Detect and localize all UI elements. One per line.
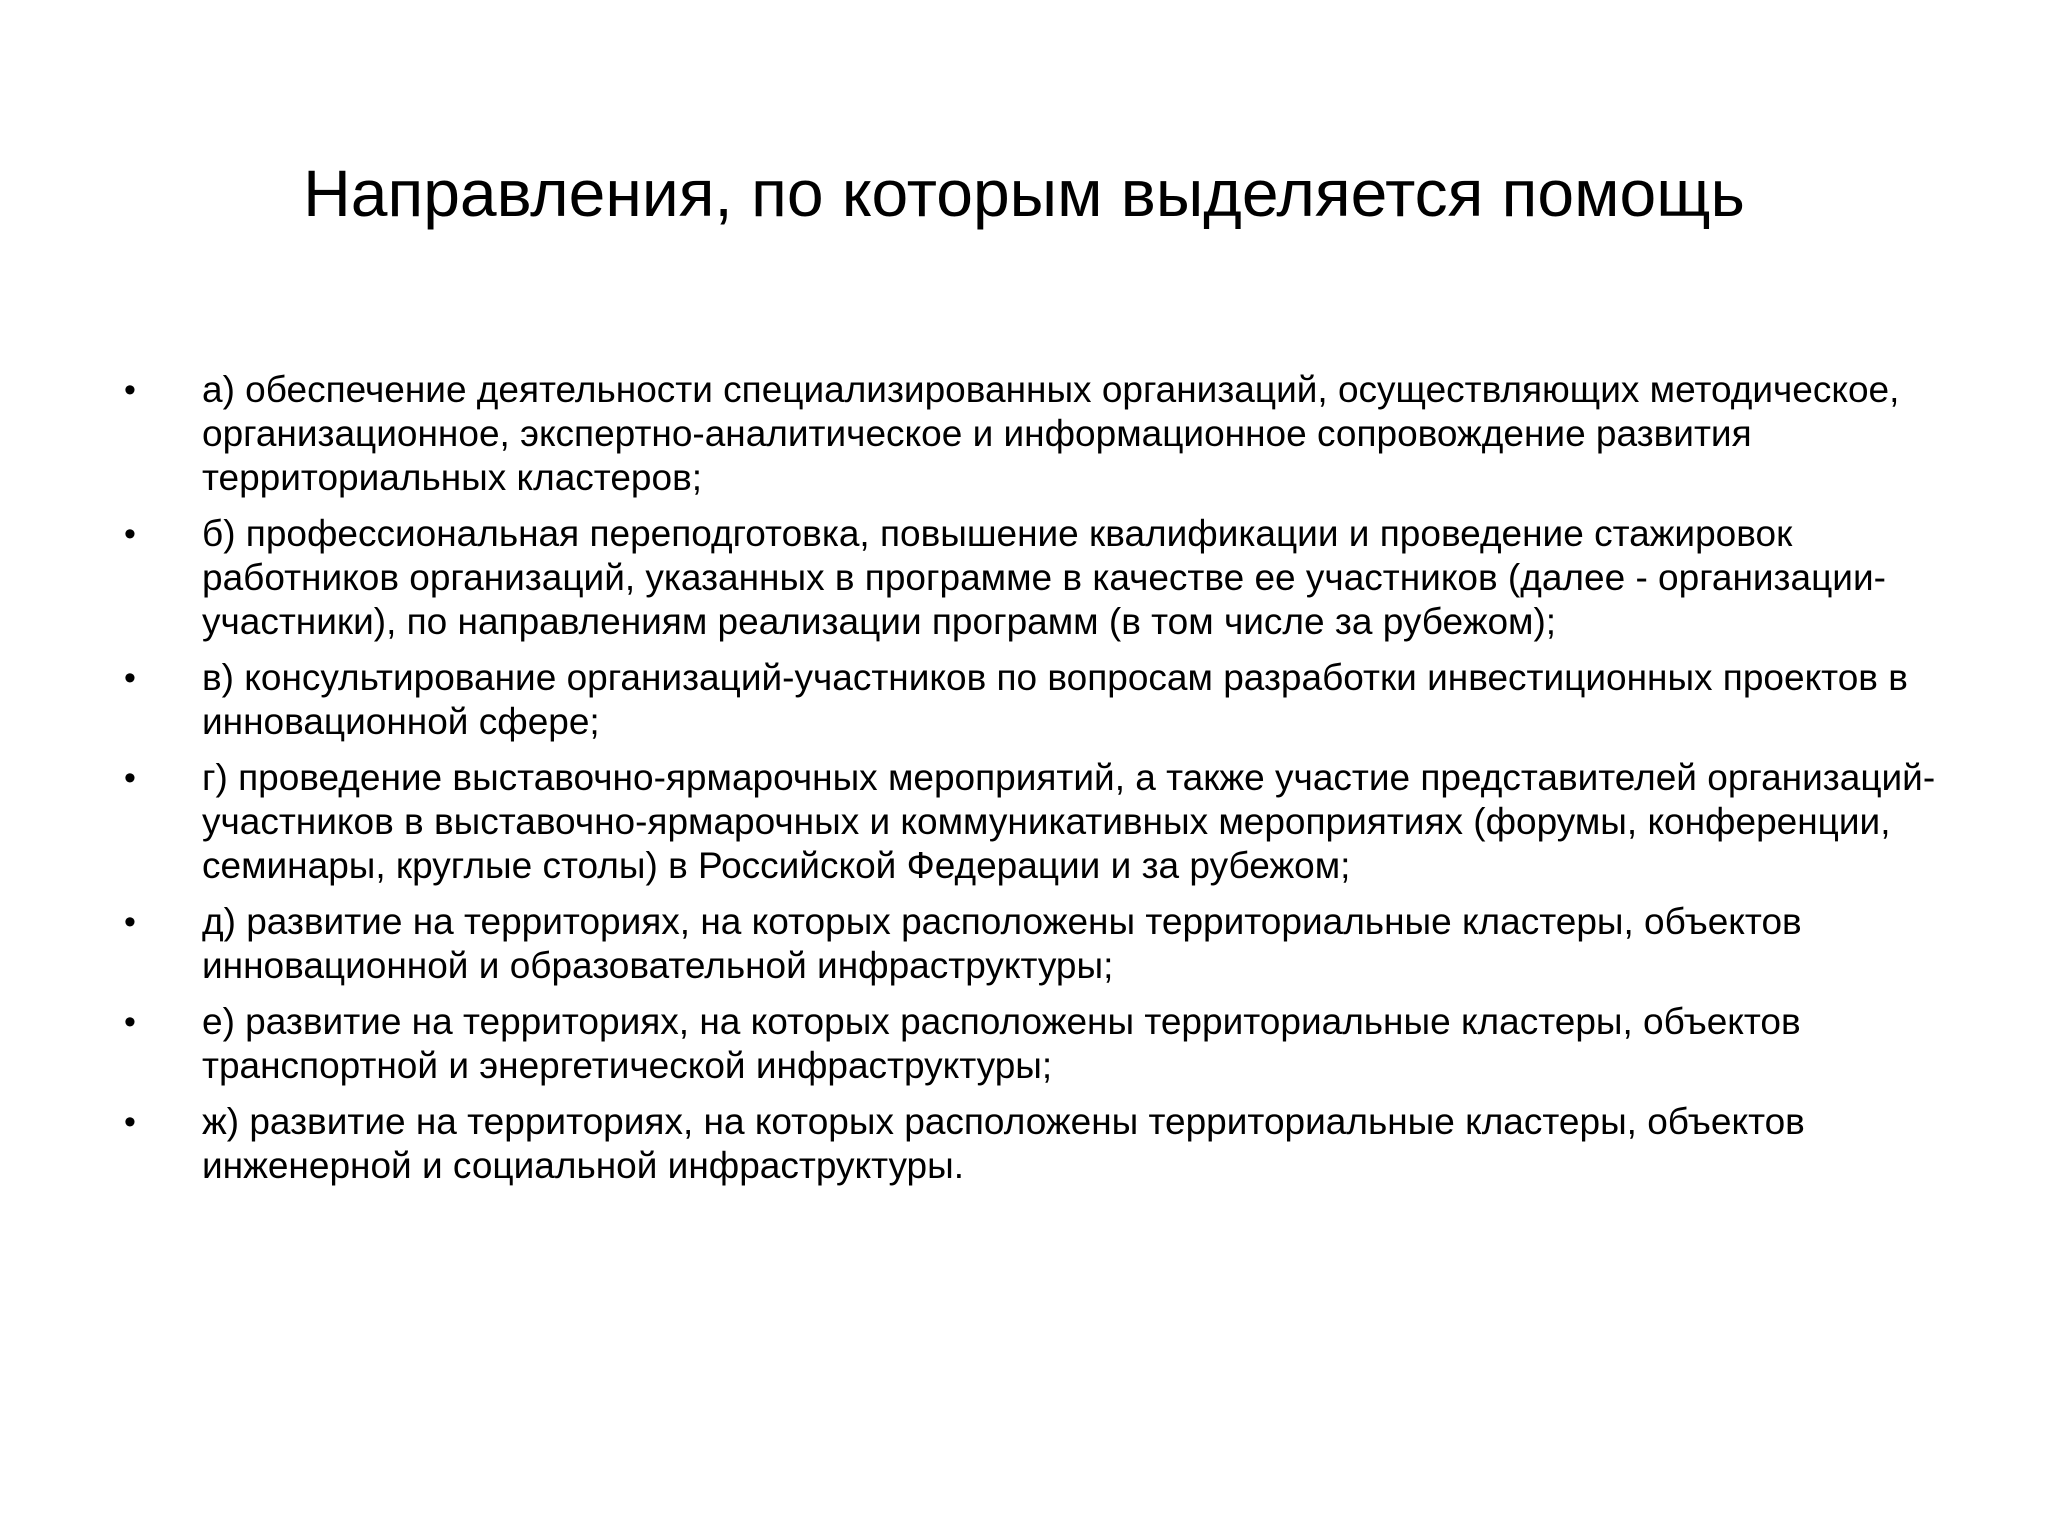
list-item (120, 656, 1980, 744)
list-item (120, 756, 1980, 888)
bullet-icon: • (124, 1103, 136, 1141)
bullet-icon: • (124, 659, 136, 697)
bullet-icon: • (124, 1003, 136, 1041)
list-item-text: г) проведение выставочно-ярмарочных мероприятий, а также участие представителей организаций-участников в выставочно-ярмарочных и коммуникативных мероприятиях (форумы, конференции, семинары, круглые столы) в Российской Федерации и за рубежом; (202, 757, 1936, 886)
bullet-icon: • (124, 371, 136, 409)
list-item (120, 512, 1980, 644)
list-item-text: ж) развитие на территориях, на которых расположены территориальные кластеры, объектов инженерной и социальной инфраструктуры. (202, 1101, 1805, 1186)
slide-title: Направления, по которым выделяется помощь (303, 156, 1745, 230)
list-item-text: в) консультирование организаций-участников по вопросам разработки инвестиционных проектов в инновационной сфере; (202, 657, 1908, 742)
list-item-text: е) развитие на территориях, на которых расположены территориальные кластеры, объектов транспортной и энергетической инфраструктуры; (202, 1001, 1801, 1086)
list-item (120, 368, 1980, 500)
list-item-text: а) обеспечение деятельности специализированных организаций, осуществляющих методическое, организационное, экспертно-аналитическое и информационное сопровождение развития территориальных кластеров; (202, 369, 1900, 498)
list-item (120, 1000, 1980, 1088)
bullet-icon: • (124, 759, 136, 797)
bullet-icon: • (124, 515, 136, 553)
list-item-text: д) развитие на территориях, на которых расположены территориальные кластеры, объектов инновационной и образовательной инфраструктуры; (202, 901, 1802, 986)
list-item (120, 900, 1980, 988)
list-item (120, 1100, 1980, 1188)
bullet-icon: • (124, 903, 136, 941)
list-item-text: б) профессиональная переподготовка, повышение квалификации и проведение стажировок работников организаций, указанных в программе в качестве ее участников (далее - организации-участники), по направлениям реализации программ (в том числе за рубежом); (202, 513, 1886, 642)
bullet-list (120, 368, 1980, 1200)
